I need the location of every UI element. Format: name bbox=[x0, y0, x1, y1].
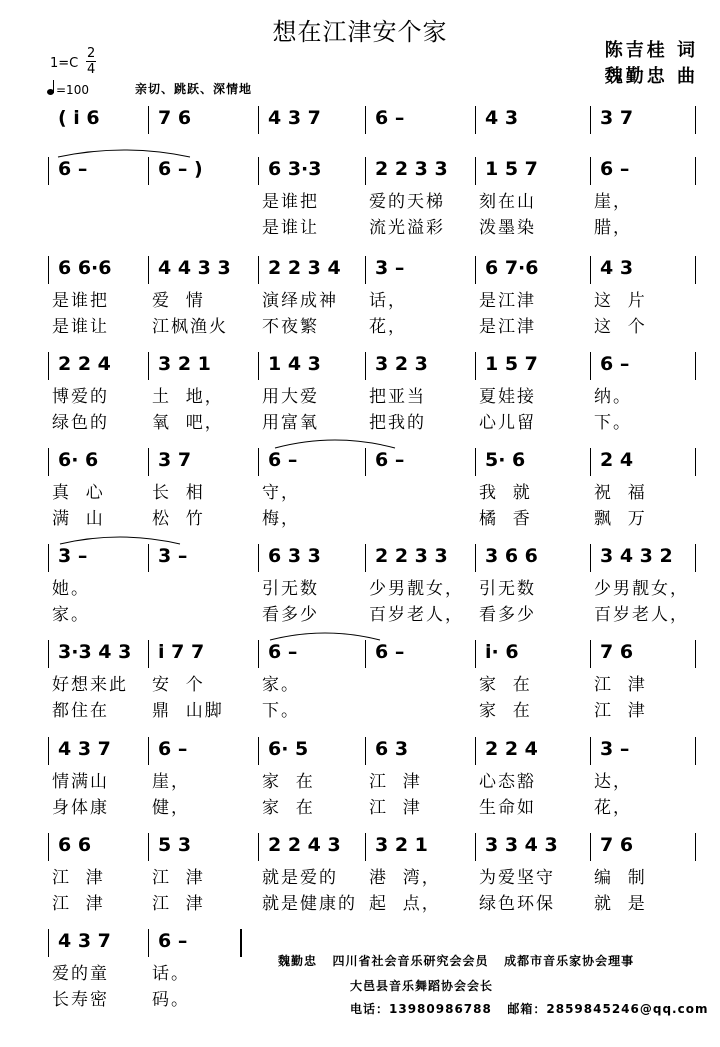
lyric-segment: 为爱坚守 bbox=[479, 868, 555, 888]
measure-notes: 1 5 7 bbox=[485, 158, 538, 180]
song-title: 想在江津安个家 bbox=[272, 18, 448, 46]
measure-notes: 3 4 3 2 bbox=[600, 545, 673, 567]
barline bbox=[590, 106, 591, 134]
barline bbox=[48, 833, 49, 861]
barline bbox=[148, 106, 149, 134]
lyric-segment: 橘 香 bbox=[479, 509, 532, 529]
measure-notes: 6 – bbox=[58, 158, 88, 180]
barline bbox=[258, 157, 259, 185]
lyric-segment: 花， bbox=[369, 317, 407, 337]
measure-notes: 6 6 bbox=[58, 834, 92, 856]
measure-notes: 6 3·3 bbox=[268, 158, 322, 180]
measure-notes: 6 3 3 bbox=[268, 545, 321, 567]
barline bbox=[365, 157, 366, 185]
barline bbox=[258, 737, 259, 765]
lyric-verse-2 bbox=[0, 406, 720, 432]
lyric-segment: 江 津 bbox=[52, 868, 105, 888]
footer-contact-line: 电话：13980986788 邮箱：2859845246@qq.com bbox=[350, 1002, 709, 1016]
measure-notes: 2 2 4 3 bbox=[268, 834, 341, 856]
measure-notes: 6 – bbox=[268, 449, 298, 471]
notation-line bbox=[0, 831, 720, 861]
lyric-segment: 安 个 bbox=[152, 675, 205, 695]
time-signature-top: 2 bbox=[87, 46, 96, 61]
notation-line bbox=[0, 638, 720, 668]
lyric-segment: 不夜繁 bbox=[262, 317, 319, 337]
lyric-segment: 就 是 bbox=[594, 894, 647, 914]
lyric-segment: 编 制 bbox=[594, 868, 647, 888]
lyric-segment: 这 片 bbox=[594, 291, 647, 311]
lyric-verse-1 bbox=[0, 185, 720, 211]
barline bbox=[590, 448, 591, 476]
measure-notes: 3·3 4 3 bbox=[58, 641, 132, 663]
lyric-segment: 下。 bbox=[594, 413, 632, 433]
measure-notes: 6 – bbox=[600, 353, 630, 375]
barline bbox=[590, 833, 591, 861]
lyric-segment: 绿色环保 bbox=[479, 894, 555, 914]
tempo-value: =100 bbox=[56, 83, 89, 97]
lyric-segment: 看多少 bbox=[262, 605, 319, 625]
measure-notes: 6 – bbox=[158, 738, 188, 760]
measure-notes: 3 7 bbox=[158, 449, 192, 471]
measure-notes: 3 2 1 bbox=[158, 353, 211, 375]
lyric-segment: 花， bbox=[594, 798, 632, 818]
measure-notes: 6 3 bbox=[375, 738, 409, 760]
lyric-segment: 健， bbox=[152, 798, 190, 818]
lyric-verse-1 bbox=[0, 476, 720, 502]
barline bbox=[695, 256, 696, 284]
measure-notes: 6 – bbox=[375, 449, 405, 471]
lyric-segment: 演绎成神 bbox=[262, 291, 338, 311]
barline bbox=[48, 448, 49, 476]
lyric-segment: 腊， bbox=[594, 218, 632, 238]
barline bbox=[48, 256, 49, 284]
lyric-segment: 夏娃接 bbox=[479, 387, 536, 407]
barline bbox=[695, 833, 696, 861]
quarter-note-icon bbox=[47, 89, 54, 95]
time-signature-bottom: 4 bbox=[87, 62, 96, 77]
barline bbox=[590, 352, 591, 380]
lyric-segment: 把我的 bbox=[369, 413, 426, 433]
lyric-segment: 满 山 bbox=[52, 509, 105, 529]
measure-notes: 3 2 3 bbox=[375, 353, 428, 375]
lyric-verse-2 bbox=[0, 887, 720, 913]
barline bbox=[590, 157, 591, 185]
lyric-segment: 刻在山 bbox=[479, 192, 536, 212]
lyric-segment: 长寿密 bbox=[52, 990, 109, 1010]
barline bbox=[48, 640, 49, 668]
lyric-segment: 泼墨染 bbox=[479, 218, 536, 238]
measure-notes: 3 2 1 bbox=[375, 834, 428, 856]
lyric-verse-1 bbox=[0, 284, 720, 310]
lyric-segment: 是谁把 bbox=[52, 291, 109, 311]
notation-line bbox=[0, 542, 720, 572]
notation-line bbox=[0, 104, 720, 134]
lyric-segment: 引无数 bbox=[479, 579, 536, 599]
notation-line bbox=[0, 254, 720, 284]
barline bbox=[148, 833, 149, 861]
lyric-segment: 博爱的 bbox=[52, 387, 109, 407]
lyric-segment: 少男靓女， bbox=[369, 579, 464, 599]
measure-notes: 6 – bbox=[375, 107, 405, 129]
barline bbox=[48, 544, 49, 572]
lyric-segment: 江枫渔火 bbox=[152, 317, 228, 337]
lyric-segment: 都住在 bbox=[52, 701, 109, 721]
score-system bbox=[0, 155, 720, 237]
measure-notes: 2 2 4 bbox=[485, 738, 538, 760]
barline bbox=[258, 448, 259, 476]
lyric-segment: 是谁把 bbox=[262, 192, 319, 212]
lyric-segment: 下。 bbox=[262, 701, 300, 721]
lyric-segment: 少男靓女， bbox=[594, 579, 689, 599]
barline bbox=[258, 106, 259, 134]
barline bbox=[695, 640, 696, 668]
lyric-segment: 江 津 bbox=[152, 894, 205, 914]
measure-notes: 3 6 6 bbox=[485, 545, 538, 567]
measure-notes: 6 – bbox=[268, 641, 298, 663]
measure-notes: 2 2 3 3 bbox=[375, 545, 448, 567]
barline bbox=[475, 106, 476, 134]
lyric-segment: 好想来此 bbox=[52, 675, 128, 695]
barline bbox=[475, 833, 476, 861]
key-signature bbox=[50, 46, 96, 77]
barline bbox=[475, 640, 476, 668]
lyric-segment: 爱 情 bbox=[152, 291, 205, 311]
measure-notes: 7 6 bbox=[600, 834, 634, 856]
lyric-segment: 绿色的 bbox=[52, 413, 109, 433]
barline bbox=[365, 544, 366, 572]
score-system bbox=[0, 735, 720, 817]
measure-notes: 6 – ) bbox=[158, 158, 203, 180]
measure-notes: 4 3 7 bbox=[268, 107, 321, 129]
score-system bbox=[0, 446, 720, 528]
lyric-segment: 话。 bbox=[152, 964, 190, 984]
lyric-segment: 港 湾， bbox=[369, 868, 441, 888]
notation-line bbox=[0, 735, 720, 765]
lyric-segment: 就是健康的 bbox=[262, 894, 357, 914]
lyric-segment: 身体康 bbox=[52, 798, 109, 818]
lyric-segment: 看多少 bbox=[479, 605, 536, 625]
score-system bbox=[0, 350, 720, 432]
lyric-segment: 长 相 bbox=[152, 483, 205, 503]
barline bbox=[695, 352, 696, 380]
barline bbox=[148, 448, 149, 476]
lyric-segment: 祝 福 bbox=[594, 483, 647, 503]
measure-notes: 6 – bbox=[375, 641, 405, 663]
lyric-segment: 用富氧 bbox=[262, 413, 319, 433]
measure-notes: 4 3 7 bbox=[58, 930, 111, 952]
score-system bbox=[0, 104, 720, 134]
lyric-segment: 达， bbox=[594, 772, 632, 792]
measure-notes: 4 3 bbox=[485, 107, 519, 129]
measure-notes: 2 2 4 bbox=[58, 353, 111, 375]
composer-credit: 魏勤忠 曲 bbox=[604, 66, 698, 87]
lyric-segment: 用大爱 bbox=[262, 387, 319, 407]
measure-notes: 6 7·6 bbox=[485, 257, 539, 279]
lyric-segment: 话， bbox=[369, 291, 407, 311]
lyric-segment: 是江津 bbox=[479, 291, 536, 311]
lyric-segment: 纳。 bbox=[594, 387, 632, 407]
lyric-segment: 把亚当 bbox=[369, 387, 426, 407]
barline bbox=[695, 544, 696, 572]
lyric-segment: 引无数 bbox=[262, 579, 319, 599]
lyric-segment: 土 地， bbox=[152, 387, 224, 407]
barline bbox=[365, 256, 366, 284]
barline bbox=[48, 157, 49, 185]
key-label: 1=C bbox=[50, 56, 79, 71]
lyric-verse-2 bbox=[0, 694, 720, 720]
lyric-verse-2 bbox=[0, 211, 720, 237]
score-system bbox=[0, 638, 720, 720]
barline bbox=[365, 352, 366, 380]
score-system bbox=[0, 831, 720, 913]
tempo-marking bbox=[47, 83, 89, 97]
lyric-segment: 就是爱的 bbox=[262, 868, 338, 888]
lyric-segment: 梅， bbox=[262, 509, 300, 529]
barline bbox=[475, 544, 476, 572]
barline bbox=[48, 929, 49, 957]
lyric-segment: 心态豁 bbox=[479, 772, 536, 792]
lyric-segment: 我 就 bbox=[479, 483, 532, 503]
lyric-segment: 江 津 bbox=[369, 772, 422, 792]
barline bbox=[365, 106, 366, 134]
lyric-verse-1 bbox=[0, 380, 720, 406]
barline bbox=[48, 737, 49, 765]
barline bbox=[258, 256, 259, 284]
barline bbox=[475, 448, 476, 476]
measure-notes: 2 4 bbox=[600, 449, 634, 471]
lyric-segment: 崖， bbox=[594, 192, 632, 212]
lyric-segment: 码。 bbox=[152, 990, 190, 1010]
lyric-segment: 松 竹 bbox=[152, 509, 205, 529]
lyric-segment: 心儿留 bbox=[479, 413, 536, 433]
lyric-segment: 江 津 bbox=[369, 798, 422, 818]
score-system bbox=[0, 542, 720, 624]
lyric-segment: 江 津 bbox=[152, 868, 205, 888]
lyric-segment: 起 点， bbox=[369, 894, 441, 914]
barline bbox=[148, 640, 149, 668]
barline bbox=[148, 157, 149, 185]
barline bbox=[590, 256, 591, 284]
lyric-segment: 情满山 bbox=[52, 772, 109, 792]
measure-notes: 1 5 7 bbox=[485, 353, 538, 375]
measure-notes: i 7 7 bbox=[158, 641, 205, 663]
barline bbox=[258, 544, 259, 572]
lyric-segment: 江 津 bbox=[594, 701, 647, 721]
measure-notes: 3 – bbox=[375, 257, 405, 279]
measure-notes: 6 6·6 bbox=[58, 257, 112, 279]
lyric-segment: 飘 万 bbox=[594, 509, 647, 529]
lyric-segment: 是谁让 bbox=[52, 317, 109, 337]
lyric-segment: 她。 bbox=[52, 579, 90, 599]
lyric-segment: 家 在 bbox=[262, 798, 315, 818]
lyric-segment: 家 在 bbox=[262, 772, 315, 792]
barline bbox=[258, 352, 259, 380]
measure-notes: 5· 6 bbox=[485, 449, 526, 471]
lyric-segment: 爱的天梯 bbox=[369, 192, 445, 212]
measure-notes: 3 3 4 3 bbox=[485, 834, 558, 856]
lyric-segment: 鼎 山脚 bbox=[152, 701, 224, 721]
score-system bbox=[0, 254, 720, 336]
barline bbox=[148, 256, 149, 284]
measure-notes: 4 4 3 3 bbox=[158, 257, 231, 279]
lyric-segment: 百岁老人， bbox=[594, 605, 689, 625]
barline bbox=[365, 640, 366, 668]
barline bbox=[258, 640, 259, 668]
barline bbox=[365, 833, 366, 861]
lyric-segment: 家 在 bbox=[479, 701, 532, 721]
barline bbox=[475, 737, 476, 765]
barline bbox=[148, 737, 149, 765]
measure-notes: 7 6 bbox=[600, 641, 634, 663]
lyric-verse-1 bbox=[0, 572, 720, 598]
lyric-verse-2 bbox=[0, 598, 720, 624]
notation-line bbox=[0, 155, 720, 185]
barline bbox=[695, 157, 696, 185]
measure-notes: 2 2 3 3 bbox=[375, 158, 448, 180]
measure-notes: 3 – bbox=[600, 738, 630, 760]
lyric-segment: 崖， bbox=[152, 772, 190, 792]
lyric-verse-1 bbox=[0, 861, 720, 887]
measure-notes: 6· 5 bbox=[268, 738, 309, 760]
barline bbox=[590, 640, 591, 668]
lyricist-credit: 陈吉桂 词 bbox=[604, 40, 698, 61]
barline bbox=[475, 352, 476, 380]
lyric-verse-2 bbox=[0, 310, 720, 336]
measure-notes: 6 – bbox=[158, 930, 188, 952]
barline bbox=[48, 352, 49, 380]
barline bbox=[695, 448, 696, 476]
measure-notes: 4 3 bbox=[600, 257, 634, 279]
lyric-segment: 江 津 bbox=[52, 894, 105, 914]
measure-notes: 2 2 3 4 bbox=[268, 257, 341, 279]
barline bbox=[148, 929, 149, 957]
lyric-segment: 流光溢彩 bbox=[369, 218, 445, 238]
measure-notes: 4 3 7 bbox=[58, 738, 111, 760]
lyric-segment: 守， bbox=[262, 483, 300, 503]
measure-notes: 3 – bbox=[158, 545, 188, 567]
barline bbox=[258, 833, 259, 861]
expression-marking: 亲切、跳跃、深情地 bbox=[135, 82, 253, 96]
barline bbox=[475, 157, 476, 185]
time-signature bbox=[86, 46, 96, 77]
lyric-segment: 真 心 bbox=[52, 483, 105, 503]
barline bbox=[148, 352, 149, 380]
barline bbox=[240, 929, 242, 957]
measure-notes: 3 – bbox=[58, 545, 88, 567]
notation-line bbox=[0, 446, 720, 476]
barline bbox=[590, 737, 591, 765]
lyric-verse-1 bbox=[0, 668, 720, 694]
barline bbox=[365, 737, 366, 765]
measure-notes: ( i 6 bbox=[58, 107, 100, 129]
lyric-verse-2 bbox=[0, 502, 720, 528]
lyric-segment: 江 津 bbox=[594, 675, 647, 695]
footer-author-line: 魏勤忠 四川省社会音乐研究会会员 成都市音乐家协会理事 bbox=[278, 954, 635, 968]
barline bbox=[365, 448, 366, 476]
barline bbox=[695, 737, 696, 765]
lyric-segment: 氧 吧， bbox=[152, 413, 224, 433]
lyric-segment: 百岁老人， bbox=[369, 605, 464, 625]
measure-notes: 6 – bbox=[600, 158, 630, 180]
measure-notes: 7 6 bbox=[158, 107, 192, 129]
lyric-segment: 这 个 bbox=[594, 317, 647, 337]
lyric-segment: 家 在 bbox=[479, 675, 532, 695]
barline bbox=[695, 106, 696, 134]
lyric-segment: 爱的童 bbox=[52, 964, 109, 984]
lyric-segment: 家。 bbox=[52, 605, 90, 625]
barline bbox=[475, 256, 476, 284]
measure-notes: 3 7 bbox=[600, 107, 634, 129]
lyric-verse-2 bbox=[0, 791, 720, 817]
measure-notes: 6· 6 bbox=[58, 449, 99, 471]
lyric-segment: 生命如 bbox=[479, 798, 536, 818]
lyric-segment: 是江津 bbox=[479, 317, 536, 337]
notation-line bbox=[0, 350, 720, 380]
lyric-segment: 是谁让 bbox=[262, 218, 319, 238]
lyric-verse-1 bbox=[0, 765, 720, 791]
barline bbox=[590, 544, 591, 572]
measure-notes: i· 6 bbox=[485, 641, 519, 663]
footer-association-line: 大邑县音乐舞蹈协会会长 bbox=[350, 979, 494, 993]
measure-notes: 1 4 3 bbox=[268, 353, 321, 375]
lyric-segment: 家。 bbox=[262, 675, 300, 695]
barline bbox=[148, 544, 149, 572]
measure-notes: 5 3 bbox=[158, 834, 192, 856]
